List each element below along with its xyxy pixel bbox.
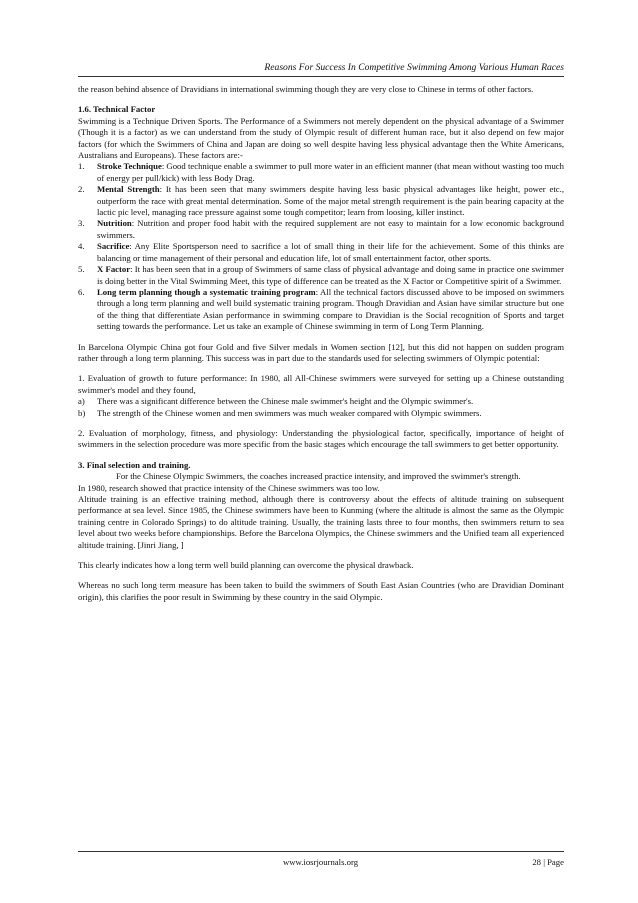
footer-url: www.iosrjournals.org <box>283 857 359 867</box>
intro-paragraph: the reason behind absence of Dravidians in international swimming though they are very close to Chinese in terms of other factors. <box>78 84 534 94</box>
document-page <box>78 0 564 903</box>
list-item-body <box>97 218 564 241</box>
list-item-text: : Good technique enable a swimmer to pull more water in an efficient manner (that mean without wasting too much of energy per pull/kick) with less Body Drag. <box>97 161 564 183</box>
footer-divider <box>78 851 564 852</box>
list-item <box>78 396 564 407</box>
list-item-number: 3. <box>78 218 85 229</box>
list-item-text: : It has been seen that in a group of Swimmers of same class of physical advantage and doing same in practice one swimmer is doing better in the Vital Swimming Meet, this type of difference can be treated as the X Factor or Competitive spirit of a Swimmer. <box>97 264 564 286</box>
page-number: 28 | Page <box>532 857 564 867</box>
list-item-title: X Factor <box>97 264 131 275</box>
list-item-label: b) <box>78 407 86 418</box>
altitude-training-paragraph: Altitude training is an effective training method, although there is controversy about the effects of altitude training on subsequent performance at sea level. Since 1985, the Chinese swimmers have been to Kunming (where the altitude is almost the same as the Olympic training centre in Colorado Springs) to do altitude training. Usually, the training lasts three to four months, then swimmers return to sea level about two weeks before championships. Before the Barcelona Olympics, the Chinese swimmers and the Unified team all experienced altitude training. [Jinri Jiang, ] <box>78 494 564 550</box>
final-selection-paragraph-2: In 1980, research showed that practice intensity of the Chinese swimmers was too low. <box>78 482 380 493</box>
barcelona-paragraph: In Barcelona Olympic China got four Gold and five Silver medals in Women section [12], but this did not happen on sudden program rather through a long term planning. This success was in part due to the standards used for selecting swimmers of Olympic potential: <box>78 341 564 363</box>
list-item-title: Nutrition <box>97 218 132 229</box>
list-item-number: 2. <box>78 184 85 195</box>
list-item-body <box>97 184 564 218</box>
list-item <box>78 184 564 218</box>
evaluation-growth-list <box>78 396 564 419</box>
conclusion-paragraph-1: This clearly indicates how a long term well build planning can overcome the physical drawback. <box>78 560 414 571</box>
evaluation-growth-paragraph: 1. Evaluation of growth to future performance: In 1980, all All-Chinese swimmers were surveyed for setting up a Chinese outstanding swimmer's model and they found, <box>78 373 564 395</box>
list-item-title: Stroke Technique <box>97 161 162 172</box>
section-heading-final-selection: 3. Final selection and training. <box>78 459 191 470</box>
list-item <box>78 218 564 241</box>
list-item-title: Long term planning though a systematic training program <box>97 286 316 297</box>
section-heading-technical-factor: 1.6. Technical Factor <box>78 104 156 115</box>
list-item-label: a) <box>78 396 85 407</box>
factor-list <box>78 161 564 332</box>
list-item-number: 6. <box>78 286 85 297</box>
evaluation-morphology-paragraph: 2. Evaluation of morphology, fitness, and physiology: Understanding the physiological factor, specifically, importance of height of swimmers in the selection procedure was more specific from the basic stages which encourage the tall swimmers to get better opportunity. <box>78 427 564 450</box>
list-item-body <box>97 161 564 184</box>
list-item-body <box>97 287 564 333</box>
list-item-number: 5. <box>78 264 85 275</box>
running-header: Reasons For Success In Competitive Swimming Among Various Human Races <box>264 62 564 73</box>
list-item-text: : It has been seen that many swimmers despite having less basic physical advantages like height, power etc., outperform the race with great mental determination. Some of the major metal strength requirement is the pain bearing capacity at the lactic pic level, managing race pressure against some tough competitor; learn from loosing, killer instinct. <box>97 184 565 218</box>
list-item <box>78 408 564 419</box>
list-item <box>78 287 564 333</box>
list-item-text: There was a significant difference between the Chinese male swimmer's height and the Olympic swimmer's. <box>97 396 474 407</box>
technical-factor-paragraph: Swimming is a Technique Driven Sports. The Performance of a Swimmers not merely dependent on the physical advantage of a Swimmer (Though it is a factor) as we can understand from the study of Olympic result of different human race, but it also depend on few major factors (for which the Swimmers of China and Japan are doing so well despite having less physical advantage then the White Americans, Australians and Europeans). These factors are:- <box>78 115 564 161</box>
final-selection-paragraph-1: For the Chinese Olympic Swimmers, the coaches increased practice intensity, and improved the swimmer's strength. <box>116 471 521 482</box>
list-item <box>78 264 564 287</box>
list-item-body <box>97 241 564 264</box>
list-item-text: : All the technical factors discussed above to be imposed on swimmers through a long term planning and well build systematic training program. Though Dravidian and Asian have similar structure but one of the thing that differentiate Asian performance in swimming compare to Dravidian is the Social recognition of Sports and target setting towards the performance. Let us take an example of Chinese swimming in term of Long Term Planning. <box>97 286 564 332</box>
conclusion-paragraph-2: Whereas no such long term measure has been taken to build the swimmers of South East Asian Countries (who are Dravidian Dominant origin), this clarifies the poor result in Swimming by these country in the said Olympic. <box>78 580 564 602</box>
list-item-number: 1. <box>78 161 85 172</box>
page-content <box>78 84 564 603</box>
list-item <box>78 241 564 264</box>
list-item-title: Mental Strength <box>97 184 160 195</box>
list-item <box>78 161 564 184</box>
header-divider <box>78 76 564 77</box>
list-item-text: : Nutrition and proper food habit with the required supplement are not easy to maintain for a low economic background swimmers. <box>97 218 564 240</box>
list-item-number: 4. <box>78 241 85 252</box>
list-item-text: The strength of the Chinese women and men swimmers was much weaker compared with Olympic swimmers. <box>97 407 482 418</box>
list-item-body <box>97 264 564 287</box>
list-item-text: : Any Elite Sportsperson need to sacrifice a lot of small thing in their life for the achievement. Some of this thinks are balancing or time management of their personal and education life, lot of small entertainment factor, other sports. <box>97 241 564 263</box>
list-item-title: Sacrifice <box>97 241 130 252</box>
